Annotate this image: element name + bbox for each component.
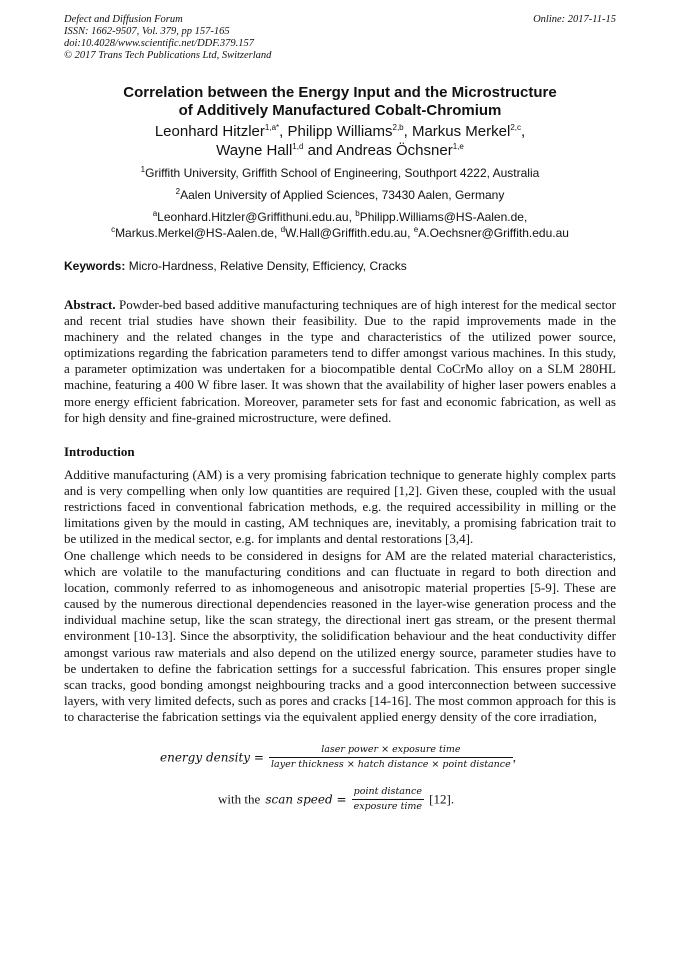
author-superscript: 1,a* [264,123,280,132]
abstract-label: Abstract. [64,297,116,312]
author-name: Leonhard Hitzler [154,123,265,140]
equation-denominator: exposure time [353,801,423,812]
journal-doi: doi:10.4028/www.scientific.net/DDF.379.157 [64,38,255,49]
email-superscript: a [152,209,158,218]
author-name: Andreas Öchsner [335,142,453,159]
abstract [64,297,616,426]
author-separator: , [521,123,526,140]
introduction-paragraph-2: One challenge which needs to be considered in designs for AM are the related material characteristics, which are volatile to the manufacturing conditions and can fluctuate in regard to both direction and location, commonly referred to as inhomogeneous and anisotropic material properties [5-9]. These are caused by the numerous directional dependencies reasoned in the layer-wise generation process and the individual machine setup, like the scan strategy, the directional inert gas stream, or the present thermal environment [10-13]. Since the absorptivity, the solidification behaviour and the heat conductivity differ amongst various raw materials and also depend on the utilized energy source, parameter studies have to be undertaken to define the fabrication settings for a successful fabrication. This ensures proper single scan tracks, good bonding amongst neighbouring tracks and a good interconnection between successive layers, with very limited defects, such as pores and cracks [14-16]. The most common approach for this is to characterise the fabrication settings via the equivalent applied energy density of the core irradiation, [64,548,616,724]
email-superscript: d [280,225,286,234]
author-name: Philipp Williams [287,123,393,140]
affiliation-superscript: 1 [140,165,146,174]
equation-lhs: energy density = [160,750,264,765]
online-date: Online: 2017-11-15 [533,14,616,25]
author-superscript: 2,b [392,123,404,132]
scan-speed-equation [218,786,454,813]
journal-header [64,14,616,62]
email-superscript: b [355,209,360,218]
affiliation-2 [64,188,616,203]
journal-copyright: © 2017 Trans Tech Publications Ltd, Switzerland [64,50,272,61]
author-name: Wayne Hall [216,142,293,159]
author-name: Markus Merkel [411,123,511,140]
energy-density-equation [160,744,516,771]
introduction-heading: Introduction [64,444,135,459]
equation-numerator: laser power × exposure time [321,744,461,755]
email-superscript: e [413,225,419,234]
email-link[interactable]: W.Hall@Griffith.edu.au, [285,226,414,240]
author-list [64,122,616,160]
paper-title-line-2: of Additively Manufactured Cobalt-Chromium [178,102,502,119]
affiliation-text: Aalen University of Applied Sciences, 73430 Aalen, Germany [180,188,505,202]
author-separator: , [403,123,412,140]
equation-lhs: scan speed = [265,792,347,807]
affiliation-1 [64,166,616,181]
equation-denominator: layer thickness × hatch distance × point distance [271,759,511,770]
equation-prefix: with the [218,791,261,807]
equation-fraction [352,786,424,813]
email-link[interactable]: Philipp.Williams@HS-Aalen.de, [359,210,528,224]
author-superscript: 1,d [292,142,304,151]
author-separator: and [303,142,336,159]
author-superscript: 1,e [452,142,464,151]
paper-title-line-1: Correlation between the Energy Input and the Microstructure [123,84,557,101]
paper-title [64,84,616,120]
author-separator: , [279,123,288,140]
email-link[interactable]: Leonhard.Hitzler@Griffithuni.edu.au, [157,210,356,224]
author-emails [64,209,616,241]
abstract-text: Powder-bed based additive manufacturing techniques are of high interest for the medical sector and recent trial studies have shown their feasibility. Due to the rapid improvements made in the machinery and the related changes in the type and characteristics of the utilized power source, optimizations regarding the fabrication parameters tend to differ amongst various machines. In this study, a parameter optimization was undertaken for a biocompatible dental CoCrMo alloy on a SLM 280HL machine, featuring a 400 W fibre laser. It was shown that the availability of higher laser powers enables a more energy efficient fabrication. Moreover, parameter sets for fast and economic fabrication, as well as for high density and fine-grained microstructure, were defined. [64,297,616,425]
keywords-text: Micro-Hardness, Relative Density, Efficiency, Cracks [125,259,407,273]
keywords [64,259,616,274]
equation-citation: [12]. [429,791,455,807]
introduction-paragraph-1: Additive manufacturing (AM) is a very promising fabrication technique to generate highly complex parts and is very compelling when only low quantities are required [1,2]. Given these, coupled with the usual restrictions faced in conventional fabrication methods, e.g. the required accessibility in milling or the limitations given by the mould in casting, AM techniques are, inevitably, a promising fabrication trait to be utilized in the medical sector, e.g. for implants and dental restorations [3,4]. [64,467,616,547]
author-superscript: 2,c [510,123,521,132]
affiliation-superscript: 2 [175,187,181,196]
equation-trailing-comma: , [512,749,516,765]
affiliation-text: Griffith University, Griffith School of Engineering, Southport 4222, Australia [145,166,540,180]
email-link[interactable]: A.Oechsner@Griffith.edu.au [418,226,569,240]
equation-fraction [269,744,513,771]
journal-name: Defect and Diffusion Forum [64,14,183,25]
journal-issn: ISSN: 1662-9507, Vol. 379, pp 157-165 [64,26,230,37]
equation-numerator: point distance [353,786,422,797]
email-link[interactable]: Markus.Merkel@HS-Aalen.de, [115,226,281,240]
email-superscript: c [111,225,116,234]
keywords-label: Keywords: [64,259,126,273]
